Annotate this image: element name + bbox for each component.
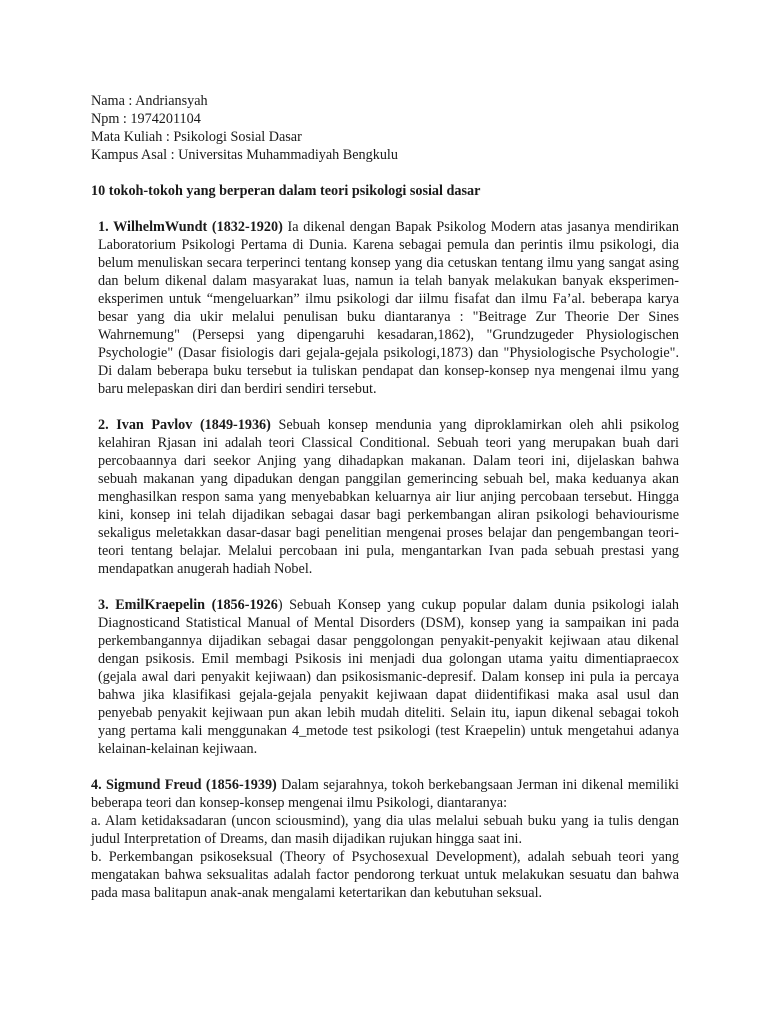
freud-subitem-b: b. Perkembangan psikoseksual (Theory of Psychosexual Development), adalah sebuah teori yang mengatakan bahwa seksualitas adalah factor pendorong terkuat untuk melakukan sesuatu dan bahwa pada masa balitapun anak-anak mengalami ketertarikan dan kebutuhan seksual.	[91, 849, 679, 901]
section-heading: 1. WilhelmWundt (1832-1920)	[98, 219, 283, 235]
section-heading: 3. EmilKraepelin (1856-1926	[98, 597, 278, 613]
document-page	[91, 92, 679, 902]
section-body: Dalam sejarahnya, tokoh berkebangsaan Jerman ini dikenal memiliki beberapa teori dan konsep-konsep mengenai ilmu Psikologi, diantaranya:	[91, 777, 679, 811]
student-name: Nama : Andriansyah	[91, 93, 208, 109]
section-pavlov	[91, 416, 679, 578]
section-freud	[91, 776, 679, 812]
campus-name: Kampus Asal : Universitas Muhammadiyah Bengkulu	[91, 147, 398, 163]
section-heading: 4. Sigmund Freud (1856-1939)	[91, 777, 277, 793]
section-wundt	[91, 218, 679, 398]
freud-subitem-a: a. Alam ketidaksadaran (uncon sciousmind), yang dia ulas melalui sebuah buku yang ia tulis dengan judul Interpretation of Dreams, dan masih dijadikan rujukan hingga saat ini.	[91, 813, 679, 847]
section-heading: 2. Ivan Pavlov (1849-1936)	[98, 417, 271, 433]
document-title: 10 tokoh-tokoh yang berperan dalam teori psikologi sosial dasar	[91, 183, 481, 199]
section-body: Ia dikenal dengan Bapak Psikolog Modern atas jasanya mendirikan Laboratorium Psikologi Pertama di Dunia. Karena sebagai pemula dan perintis ilmu psikologi, dia belum menuliskan secara terperinci tentang konsep yang dia cetuskan tentang ilmu yang sangat asing dan belum dikenal dalam masyarakat luas, namun ia telah banyak melakukan banyak eksperimen-eksperimen untuk “mengeluarkan” ilmu psikologi dar iilmu fisafat dan ilmu Fa’al. beberapa karya besar yang dia ukir melalui penulisan buku diantaranya : "Beitrage Zur Theorie Der Sines Wahrnemung" (Persepsi yang dipengaruhi kesadaran,1862), "Grundzugeder Physiologischen Psychologie" (Dasar fisiologis dari gejala-gejala psikologi,1873) dan "Physiologische Psychologie". Di dalam beberapa buku tersebut ia tuliskan pendapat dan konsep-konsep nya mengenai ilmu yang baru melepaskan diri dan berdiri sendiri tersebut.	[98, 219, 680, 397]
course-name: Mata Kuliah : Psikologi Sosial Dasar	[91, 129, 302, 145]
section-body: ) Sebuah Konsep yang cukup popular dalam dunia psikologi ialah Diagnosticand Statistical Manual of Mental Disorders (DSM), konsep yang ia sampaikan ini pada perkembangannya dijadikan sebagai dasar penggolongan penyakit-penyakit kejiwaan atau dikenal dengan psikosis. Emil membagi Psikosis ini menjadi dua golongan utama yaitu dimentiapraecox (gejala awal dari penyakit kejiwaan) dan psikosismanic-depresif. Dalam konsep ini pula ia percaya bahwa jika klasifikasi gejala-gejala penyakit kejiwaan dapat diidentifikasi maka asal usul dan penyebab penyakit kejiwaan pun akan lebih mudah diteliti. Selain itu, iapun dikenal sebagai tokoh yang pertama kali menggunakan 4_metode test psikologi (test Kraepelin) untuk mengetahui adanya kelainan-kelainan kejiwaan.	[98, 597, 679, 757]
section-body: Sebuah konsep mendunia yang diproklamirkan oleh ahli psikolog kelahiran Rjasan ini adalah teori Classical Conditional. Sebuah teori yang merupakan buah dari percobaannya dari seekor Anjing yang dihadapkan makanan. Dalam teori ini, dijelaskan bahwa sebuah makanan yang dipadukan dengan panggilan gemerincing sebuah bel, maka keduanya akan menghasilkan respon sama yang menyebabkan keluarnya air liur anjing percobaan tersebut. Hingga kini, konsep ini telah dijadikan sebagai dasar bagi perkembangan aliran psikologi behaviourisme sekaligus meletakkan dasar-dasar bagi penelitian mengenai proses belajar dan pengembangan teori-teori tentang belajar. Melalui percobaan ini pula, mengantarkan Ivan pada sebuah prestasi yang mendapatkan anugerah hadiah Nobel.	[98, 417, 679, 577]
student-npm: Npm : 1974201104	[91, 111, 201, 127]
section-kraepelin	[91, 596, 679, 758]
